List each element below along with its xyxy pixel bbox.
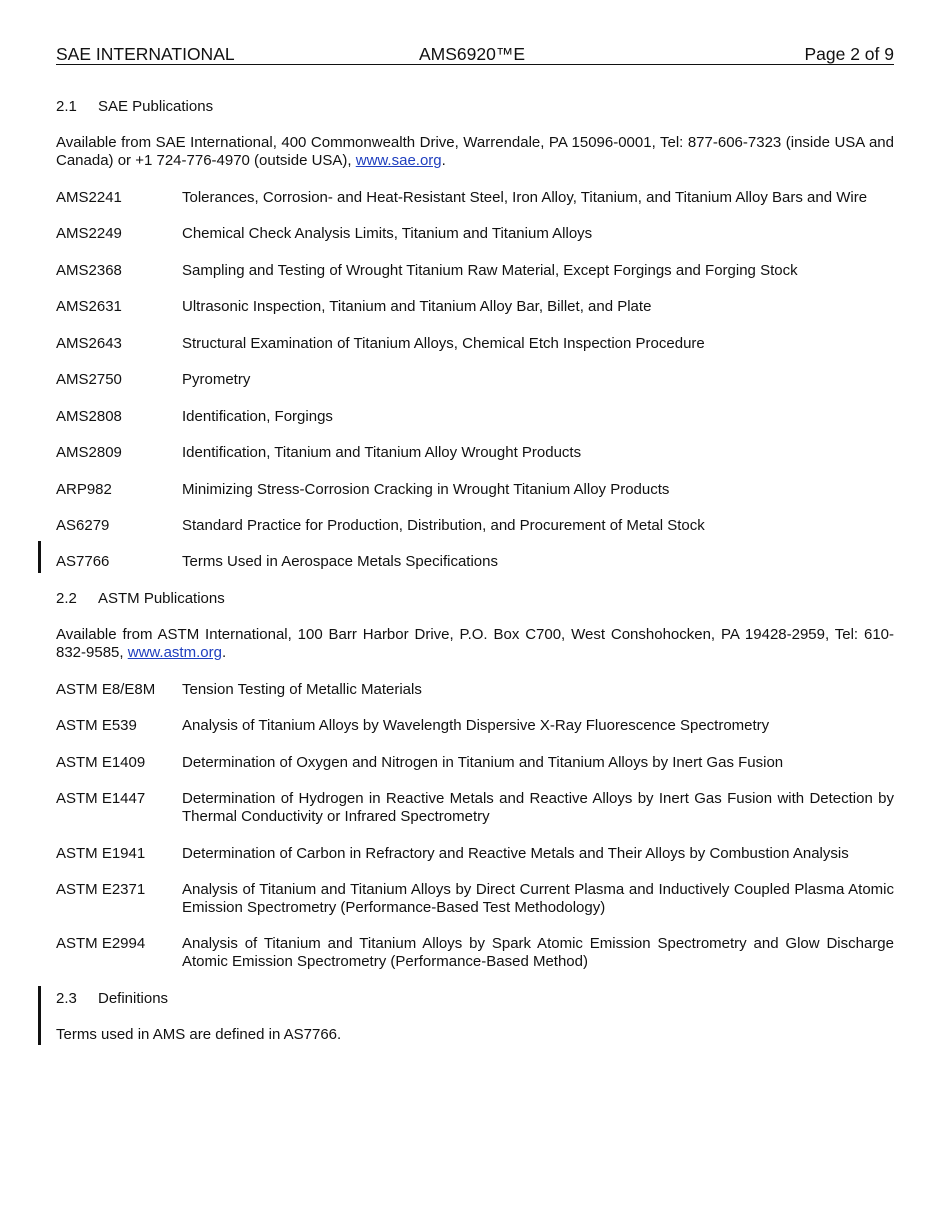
- reference-code: AMS2643: [56, 335, 122, 352]
- reference-code: AMS2241: [56, 189, 122, 206]
- reference-code: ARP982: [56, 481, 112, 498]
- reference-row: [56, 225, 894, 243]
- reference-code: AMS2750: [56, 371, 122, 388]
- sae-website-link[interactable]: www.sae.org: [355, 152, 442, 169]
- reference-row: [56, 754, 894, 772]
- reference-code: ASTM E2994: [56, 935, 146, 952]
- header-page-number: Page 2 of 9: [804, 44, 894, 64]
- section-2-2-heading: [56, 590, 894, 608]
- reference-code: ASTM E8/E8M: [56, 681, 156, 698]
- reference-title: Tension Testing of Metallic Materials: [182, 681, 422, 698]
- reference-code: AMS2809: [56, 444, 122, 461]
- reference-row: [56, 845, 894, 863]
- reference-row: [56, 935, 894, 971]
- reference-title: Minimizing Stress-Corrosion Cracking in Wrought Titanium Alloy Products: [182, 481, 670, 498]
- reference-row: [56, 717, 894, 735]
- reference-title: Pyrometry: [182, 371, 251, 388]
- reference-row: [56, 517, 894, 535]
- reference-row: [56, 371, 894, 389]
- reference-title: Standard Practice for Production, Distribution, and Procurement of Metal Stock: [182, 517, 705, 534]
- reference-title: Identification, Forgings: [182, 408, 333, 425]
- reference-title: Determination of Hydrogen in Reactive Metals and Reactive Alloys by Inert Gas Fusion with Detection by Thermal Conductivity or Infrared Spectrometry: [182, 790, 894, 825]
- reference-title: Chemical Check Analysis Limits, Titanium and Titanium Alloys: [182, 225, 593, 242]
- astm-availability-text: Available from ASTM International, 100 Barr Harbor Drive, P.O. Box C700, West Conshohocken, PA 19428-2959, Tel: 610-832-9585,: [56, 626, 894, 661]
- reference-title: Ultrasonic Inspection, Titanium and Titanium Alloy Bar, Billet, and Plate: [182, 298, 652, 315]
- section-number: 2.2: [56, 590, 77, 607]
- reference-title: Tolerances, Corrosion- and Heat-Resistant Steel, Iron Alloy, Titanium, and Titanium Alloy Bars and Wire: [182, 189, 868, 206]
- reference-code: ASTM E2371: [56, 881, 146, 898]
- section-2-1-heading: [56, 98, 894, 116]
- reference-title: Structural Examination of Titanium Alloys, Chemical Etch Inspection Procedure: [182, 335, 705, 352]
- reference-row: [56, 408, 894, 426]
- reference-title: Analysis of Titanium and Titanium Alloys by Spark Atomic Emission Spectrometry and Glow Discharge Atomic Emission Spectrometry (Performance-Based Method): [182, 935, 894, 970]
- sae-availability-paragraph: [56, 134, 894, 170]
- reference-row: [56, 681, 894, 699]
- reference-title: Terms Used in Aerospace Metals Specifications: [182, 553, 498, 570]
- reference-code: ASTM E1941: [56, 845, 146, 862]
- astm-availability-paragraph: [56, 626, 894, 662]
- page-header: [56, 44, 894, 65]
- reference-row: [56, 298, 894, 316]
- reference-title: Sampling and Testing of Wrought Titanium Raw Material, Except Forgings and Forging Stock: [182, 262, 798, 279]
- sae-availability-text: Available from SAE International, 400 Commonwealth Drive, Warrendale, PA 15096-0001, Tel: 877-606-7323 (inside USA and Canada) or +1 724-776-4970 (outside USA),: [56, 134, 894, 169]
- reference-row: [56, 335, 894, 353]
- reference-title: Analysis of Titanium and Titanium Alloys by Direct Current Plasma and Inductively Coupled Plasma Atomic Emission Spectrometry (Performance-Based Test Methodology): [182, 881, 894, 916]
- header-doc-id: AMS6920™E: [419, 44, 526, 64]
- section-number: 2.3: [56, 990, 77, 1007]
- section-number: 2.1: [56, 98, 77, 115]
- revision-change-bar: [38, 986, 41, 1045]
- reference-code: AS6279: [56, 517, 110, 534]
- reference-row: [56, 881, 894, 917]
- reference-code: AMS2808: [56, 408, 122, 425]
- reference-code: AMS2631: [56, 298, 122, 315]
- astm-website-link[interactable]: www.astm.org: [127, 644, 222, 661]
- reference-code: AS7766: [56, 553, 110, 570]
- section-title: Definitions: [98, 990, 169, 1007]
- reference-title: Identification, Titanium and Titanium Alloy Wrought Products: [182, 444, 582, 461]
- reference-code: ASTM E539: [56, 717, 137, 734]
- header-org: SAE INTERNATIONAL: [56, 44, 235, 64]
- reference-code: ASTM E1447: [56, 790, 146, 807]
- section-title: SAE Publications: [98, 98, 214, 115]
- reference-code: AMS2249: [56, 225, 122, 242]
- definitions-paragraph: Terms used in AMS are defined in AS7766.: [56, 1026, 342, 1043]
- reference-code: AMS2368: [56, 262, 122, 279]
- reference-title: Determination of Carbon in Refractory and Reactive Metals and Their Alloys by Combustion Analysis: [182, 845, 849, 862]
- reference-title: Determination of Oxygen and Nitrogen in Titanium and Titanium Alloys by Inert Gas Fusion: [182, 754, 784, 771]
- revision-change-bar: [38, 541, 41, 573]
- reference-row: [56, 553, 894, 571]
- reference-title: Analysis of Titanium Alloys by Wavelength Dispersive X-Ray Fluorescence Spectrometry: [182, 717, 770, 734]
- reference-row: [56, 189, 894, 207]
- astm-link-period: .: [221, 644, 227, 661]
- section-title: ASTM Publications: [98, 590, 225, 607]
- section-2-3-heading: [56, 990, 894, 1008]
- reference-row: [56, 262, 894, 280]
- sae-link-period: .: [441, 152, 446, 169]
- reference-code: ASTM E1409: [56, 754, 146, 771]
- reference-row: [56, 481, 894, 499]
- reference-row: [56, 444, 894, 462]
- reference-row: [56, 790, 894, 826]
